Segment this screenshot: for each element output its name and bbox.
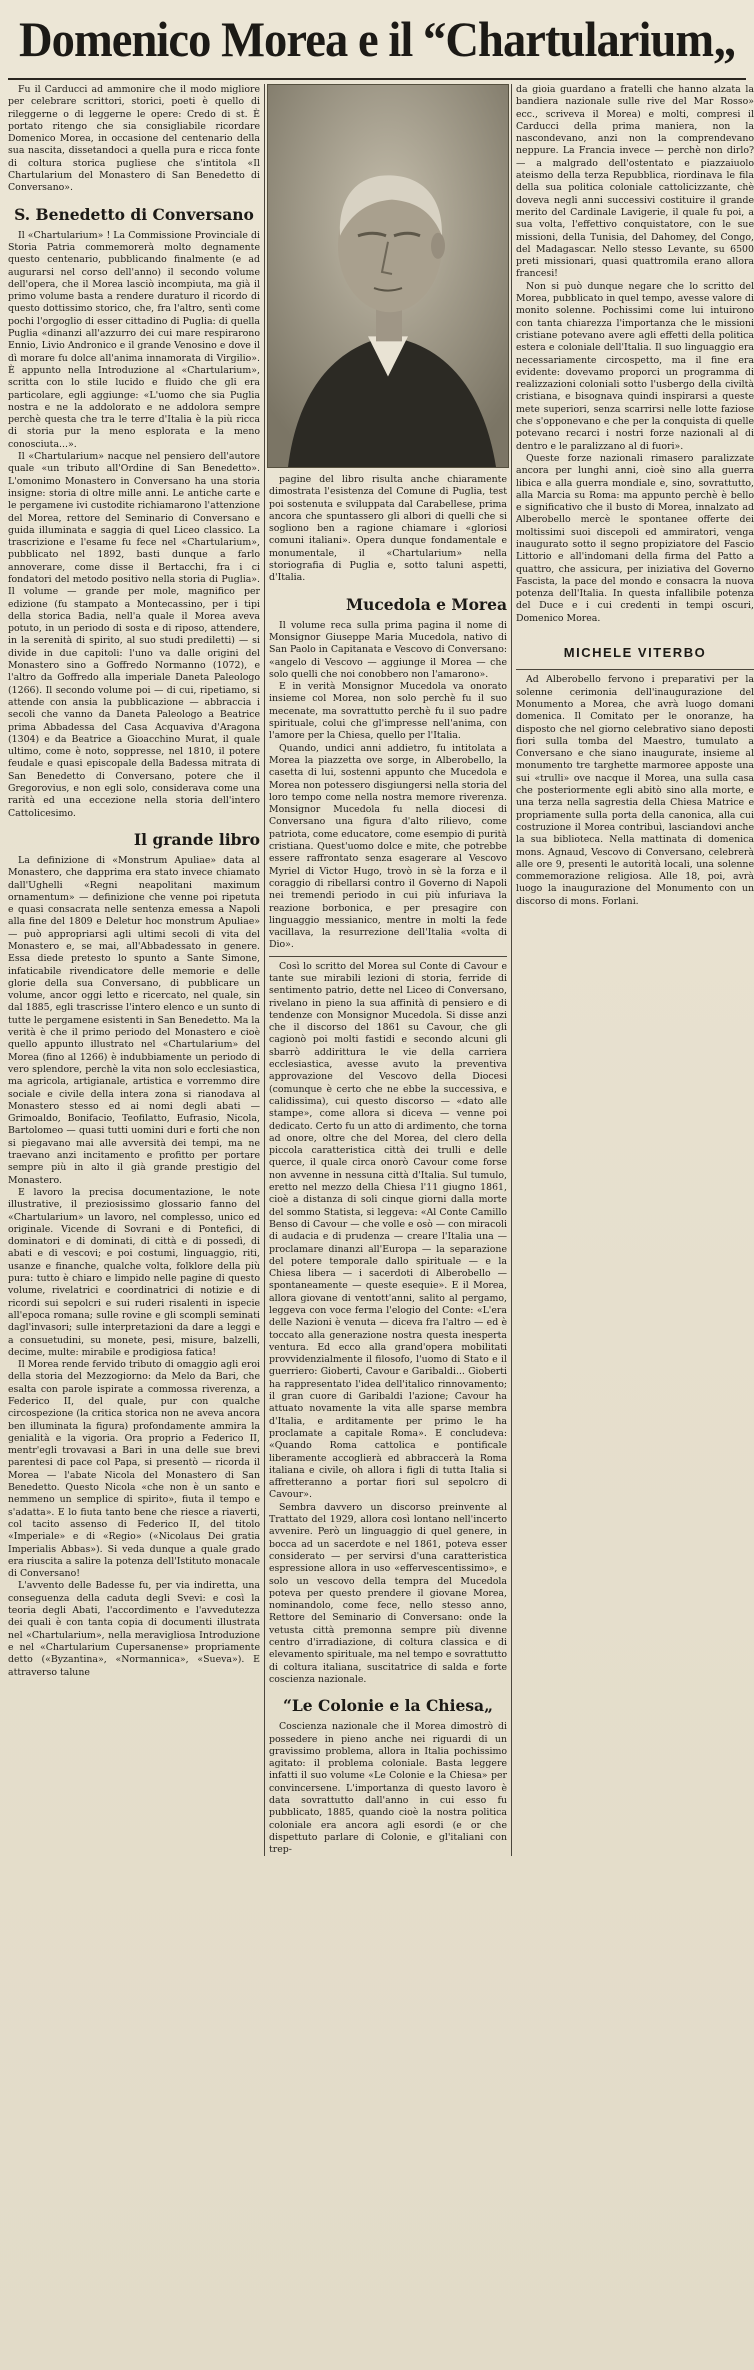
paragraph: Non si può dunque negare che lo scritto del Morea, pubblicato in quel tempo, avesse valore di monito solenne. Pochissimi come lui intuirono con tanta chiarezza l'importanza che le missioni cristiane potevano avere agli effetti della politica estera e coloniale dell'Italia. Il suo linguaggio era necessariamente circospetto, ma il fine era evidente: dovevamo proporci un programma di realizzazioni coloniali sotto l'usbergo della civiltà cristiana, e bisognava quindi inspirarsi a queste mete superiori, senza scarrirsi nelle lotte faziose che s'opponevano e che per la conquista di quelle potevano recarci i nostri forze nazionali al di dentro e le paralizzano al di fuori». — [516, 280, 754, 452]
paragraph: Queste forze nazionali rimasero paralizzate ancora per lunghi anni, cioè sino alla guerra libica e alla guerra mondiale e, sino, sovrattutto, alla Marcia su Roma: ma appunto perchè è bello e significativo che il busto di Morea, innalzato ad Alberobello mercè le spontanee offerte dei moltissimi suoi discepoli ed ammiratori, venga inaugurato sotto il segno propiziatore del Fascio Littorio e all'indomani della firma del Patto a quattro, che assicura, per iniziativa del Governo Fascista, la pace del mondo e consacra la nuova potenza dell'Italia. In questa infallibile potenza del Duce e i cui credenti in tempi oscuri, Domenico Morea. — [516, 452, 754, 624]
column-2 — [269, 84, 507, 1856]
article-title: Domenico Morea e il “Chartularium„ — [18, 11, 736, 67]
column-rule — [511, 84, 512, 1856]
divider — [516, 669, 754, 670]
paragraph: Sembra davvero un discorso preinvente al Trattato del 1929, allora così lontano nell'incerto avvenire. Però un linguaggio di quel genere, in bocca ad un sacerdote e nel 1861, poteva esser considerato — per servirsi d'una caratteristica espressione allora in uso «effervescentissimo», e solo un vescovo della tempra del Mucedola poteva per questo prendere il giovane Morea, nominandolo, come fece, nello stesso anno, Rettore del Seminario di Conversano: onde la vetusta città premonna sempre più divenne centro d'irradiazione, di coltura classica e di elevamento spirituale, ma nel tempo e sovrattutto di coltura italiana, suscitatrice di salda e forte coscienza nazionale. — [269, 1501, 507, 1685]
paragraph: Così lo scritto del Morea sul Conte di Cavour e tante sue mirabili lezioni di storia, ferride di sentimento patrio, dette nel Liceo di Conversano, rivelano in pieno la sua affinità di pensiero e di tendenze con Monsignor Mucedola. Si disse anzi che il discorso del 1861 su Cavour, che gli cagionò poi molti fastidi e secondo alcuni gli sbarrò addirittura le vie della carriera ecclesiastica, avesse avuto la preventiva approvazione del Vescovo della Diocesi (comunque è certo che ne ebbe la successiva, e calidissima), cui questo discorso — «dato alle stampe», come allora si diceva — venne poi dedicato. Certo fu un atto di ardimento, che torna ad onore, oltre che del Morea, del clero della piccola caratteristica città dei trulli e delle querce, il quale circa onorò Cavour come forse non avvenne in nessuna città d'Italia. Sul tumulo, eretto nel mezzo della Chiesa l'11 giugno 1861, cioè a distanza di soli cinque giorni dalla morte del sommo Statista, si leggeva: «Al Conte Camillo Benso di Cavour — che volle e osò — con miracoli di audacia e di prudenza — creare l'Italia una — proclamare dinanzi all'Europa — la separazione del potere temporale dallo spirituale — e la Chiesa libera — i sacerdoti di Alberobello — spontaneamente — queste esequie». E il Morea, allora giovane di ventott'anni, salito al pergamo, leggeva con voce ferma l'elogio del Conte: «L'era delle Nazioni è venuta — diceva fra l'altro — ed è toccato alla generazione nostra questa inesperta ventura. Ed ecco alla grand'opera mobilitati provvidenzialmente il filosofo, l'uomo di Stato e il guerriero: Gioberti, Cavour e Garibaldi... Gioberti ha rappresentato l'idea dell'italico rinnovamento; il gran cuore di Garibaldi l'azione; Cavour ha attuato novamente la vita alle sparse membra d'Italia, e arditamente per primo le ha proclamate a capitale Roma». E concludeva: «Quando Roma cattolica e pontificale liberamente accoglierà ed abbraccerà la Roma italiana e civile, oh allora i figli di tutta Italia si affretteranno a portar fiori sul sepolcro di Cavour». — [269, 960, 507, 1501]
paragraph: E lavoro la precisa documentazione, le note illustrative, il preziosissimo glossario fanno del «Chartularium» un lavoro, nel complesso, unico ed originale. Vicende di Sovrani e di Pontefici, di dominatori e di dominati, di città e di possedì, di abati e di vescovi; e poi costumi, linguaggio, riti, usanze e finanche, qualche volta, folklore della più pura: tutto è chiaro e limpido nelle pagine di questo volume, rivelatrici e coordinatrici di notizie e di ricordi sui sepolcri e sui ruderi risalenti in ispecie all'epoca romana; sulle rovine e gli scompli seminati dagl'invasori; sulle interpretazioni da dare a leggi e a consuetudini, su monete, pesi, misure, balzelli, decime, multe: mirabile e prodigiosa fatica! — [8, 1186, 260, 1358]
paragraph: Il volume reca sulla prima pagina il nome di Monsignor Giuseppe Maria Mucedola, nativo di San Paolo in Capitanata e Vescovo di Conversano: «angelo di Vescovo — aggiunge il Morea — che solo quelli che noi conobbero non l'amarono». — [269, 619, 507, 680]
section-heading-colonie: “Le Colonie e la Chiesa„ — [282, 1696, 493, 1716]
paragraph: pagine del libro risulta anche chiaramente dimostrata l'esistenza del Comune di Puglia, test poi sostenuta e sviluppata dal Carabellese, prima ancora che spuntassero gli albori di quelli che si sogliono ben a ragione chiamare i «gloriosi comuni italiani». Opera dunque fondamentale e monumentale, il «Chartularium» nella storiografia di Puglia e, sotto taluni aspetti, d'Italia. — [269, 474, 507, 584]
column-3 — [516, 84, 754, 1856]
paragraph: Il Morea rende fervido tributo di omaggio agli eroi della storia del Mezzogiorno: da Melo da Bari, che esalta con parole ispirate a commossa riverenza, a Federico II, del quale, pur con qualche circospezione (la critica storica non ne aveva ancora ben illuminata la figura) profondamente ammira la genialità e la vigoria. Ora proprio a Federico II, mentr'egli trovavasi a Bari in una delle sue brevi parentesi di pace col Papa, si presentò — ricorda il Morea — l'abate Nicola del Monastero di San Benedetto. Questo Nicola «che non è un santo e nemmeno un semplice di spirito», fiuta il tempo e s'adatta». E lo fiuta tanto bene che riesce a riaverti, col tacito assenso di Federico II, del titolo «Imperiale» e di «Regio» («Nicolaus Dei gratia Imperialis Abbas»). Si veda dunque a quale grado era riuscita a salire la potenza dell'Istituto monacale di Conversano! — [8, 1359, 260, 1580]
paragraph: L'avvento delle Badesse fu, per via indiretta, una conseguenza della caduta degli Svevi: e così la teoria degli Abati, l'accordimento e l'avvedutezza dei quali è con tanta copia di documenti illustrata nel «Chartularium», nella meravigliosa Introduzione e nel «Chartularium Cupersanense» propriamente detto («Byzantina», «Normannica», «Sueva»). E attraverso talune — [8, 1580, 260, 1678]
divider — [269, 956, 507, 957]
paragraph: Il «Chartularium» ! La Commissione Provinciale di Storia Patria commemorerà molto degnamente questo centenario, pubblicando finalmente (e ad augurarsi nel corso dell'anno) il secondo volume dell'opera, che il Morea lasciò incompiuta, ma già il primo volume basta a rendere duraturo il ricordo di questo dottissimo storico, che, fra l'altro, sentì come pochi l'orgoglio di esser cittadino di Puglia: di quella Puglia «dinanzi all'azzurro dei cui mare respirarono Ennio, Livio Andronico e il grande Venosino e dove il dì morare fu dolce all'anima innamorata di Virgilio». È appunto nella Introduzione al «Chartularium», scritta con lo stile lucido e fluido che gli era particolare, egli aggiunge: «L'uomo che sia Puglia nostra e ne la addolorato e ne addolora sempre perchè questa che tra le terre d'Italia è la più ricca di storia pur la meno esplorata e la meno conosciuta...». — [8, 229, 260, 450]
article-body — [8, 84, 754, 1856]
paragraph: da gioia guardano a fratelli che hanno alzata la bandiera nazionale sulle rive del Mar Rosso» ecc., scriveva il Morea) e molti, compresi il Carducci della prima maniera, non la nascondevano, anzi non la comprendevano neppure. La Francia invece — perchè non dirlo? — a malgrado dell'ostentato e piazzaiuolo ateismo della terza Repubblica, riordinava le fila della sua politica coloniale cattolicizzante, chè doveva negli anni successivi costituire il grande merito del Cardinale Lavigerie, il quale fu poi, a sua volta, l'effettivo conquistatore, con le sue missioni, della Tunisia, del Dahomey, del Congo, del Madagascar. Nello stesso Levante, su 6500 preti missionari, quasi quattromila erano allora francesi! — [516, 84, 754, 280]
section-heading-mucedola: Mucedola e Morea — [345, 594, 507, 614]
author-byline: MICHELE VITERBO — [563, 645, 707, 661]
caption-text — [269, 474, 507, 585]
paragraph: Il «Chartularium» nacque nel pensiero dell'autore quale «un tributo all'Ordine di San Benedetto». L'omonimo Monastero in Conversano ha una storia insigne: storia di oltre mille anni. Le antiche carte e le pergamene ivi custodite richiamarono l'attenzione del Morea, rettore del Seminario di Conversano e guida illuminata e saggia di quel Liceo classico. La trascrizione e l'esame fu fece nel «Chartularium», pubblicato nel 1892, basti dunque a farlo annoverare, come disse il Bertacchi, fra i ci fondatori del metodo positivo nella storia di Puglia». Il volume — grande per mole, magnifico per edizione (fu stampato a Montecassino, per i tipi della storica Badia, nell'a quale il Morea aveva potuto, in un periodo di sosta e di riposo, attendere, in la serenità di spirito, al suo studi prediletti) — si divide in due capitoli: l'uno va dalle origini del Monastero sino a Goffredo Normanno (1072), e l'altro da Goffredo alla imperiale Daneta Paleologo (1266). Il secondo volume poi — di cui, ripetiamo, si attende con ansia la pubblicazione — abbraccia i secoli che vanno da Daneta Paleologo a Beatrice prima Abbadessa del Casa Acquaviva d'Aragona (1304) e da Beatrice a Gioacchino Murat, il quale ultimo, come è noto, soppresse, nel 1810, il potere feudale e quasi episcopale della Badessa mitrata di San Benedetto di Conversano, potere che il Gregorovius, e non egli solo, considerava come una rarità ed una eccezione nella storia dell'intero Cattolicesimo. — [8, 451, 260, 819]
paragraph: La definizione di «Monstrum Apuliae» data al Monastero, che dapprima era stato invece chiamato dall'Ughelli «Regni neapolitani maximum ornamentum» — definizione che venne poi ripetuta e quasi consacrata nelle sentenza emessa a Napoli alla fine del 1809 e Deletur hoc monstrum Apuliae» — può appropriarsi agli ultimi secoli di vita del Monastero e, se mai, all'Abbadessato in genere. Essa diede pretesto lo spunto a Sante Simone, infaticabile rivendicatore delle memorie e delle glorie della sua Conversano, di pubblicare un volume, ancor oggi letto e ricercato, nel quale, sin dal 1885, egli trascrisse l'intero elenco e un sunto di tutte le pergamene esistenti in San Benedetto. Ma la verità è che il primo periodo del Monastero e cioè quello appunto illustrato nel «Chartularium» del Morea (fino al 1266) è indubbiamente un periodo di vero splendore, perchè la vita non solo ecclesiastica, ma agricola, artigianale, artistica e vorremmo dire sociale e civile della intera zona si rianodava al Monastero stesso ed ai nomi degli abati — Grimoaldo, Bonifacio, Teofilatto, Eufrasio, Nicola, Bartolomeo — quasi tutti uomini duri e forti che non si piegavano mai alle avversità dei tempi, ma ne traevano anzi incitamento e profitto per portare sempre più in alto il già grande prestigio del Monastero. — [8, 854, 260, 1186]
paragraph: E in verità Monsignor Mucedola va onorato insieme col Morea, non solo perchè fu il suo mecenate, ma sovrattutto perchè fu il suo padre spirituale, colui che gl'impresse nell'anima, con l'amore per la Chiesa, quello per l'Italia. — [269, 681, 507, 742]
article-header — [8, 0, 746, 80]
section-heading-benedetto: S. Benedetto di Conversano — [14, 204, 254, 224]
paragraph: Quando, undici anni addietro, fu intitolata a Morea la piazzetta ove sorge, in Alberobello, la casetta di lui, sostenni appunto che Mucedola e Morea non potessero disgiungersi nella storia del loro tempo come nella nostra memore riverenza. Monsignor Mucedola fu nella diocesi di Conversano una figura d'alto rilievo, come patriota, come educatore, come esempio di purità cristiana. Quest'uomo dolce e mite, che potrebbe essere raffrontato senza esagerare al Vescovo Myriel di Victor Hugo, trovò in sè la forza e il coraggio di ribellarsi contro il Governo di Napoli nei tremendi periodo in cui più infuriava la reazione borbonica, e per presagire con linguaggio messianico, mentre in molti la fede vacillava, la resurrezione dell'Italia «volta di Dio». — [269, 742, 507, 951]
column-1 — [8, 84, 260, 1856]
section-heading-libro: Il grande libro — [133, 829, 260, 849]
paragraph: Fu il Carducci ad ammonire che il modo migliore per celebrare scrittori, storici, poeti è quello di rileggerne o di leggerne le opere: Credo di st. È portato ritengo che sia consigliabile ricordare Domenico Morea, in occasione del centenario della sua nascita, dissetandoci a quella pura e ricca fonte di coltura storica pugliese che s'intitola «Il Chartularium del Monastero di San Benedetto di Conversano». — [8, 84, 260, 194]
portrait-photo — [267, 84, 509, 468]
paragraph: Coscienza nazionale che il Morea dimostrò di possedere in pieno anche nei riguardi di un gravissimo problema, allora in Italia pochissimo agitato: il problema coloniale. Basta leggere infatti il suo volume «Le Colonie e la Chiesa» per convincersene. L'importanza di questo lavoro è data sovrattutto dall'anno in cui esso fu pubblicato, 1885, quando cioè la nostra politica coloniale era ancora agli esordi (e or che dispettuto parlare di Colonie, e gl'italiani con trep- — [269, 1721, 507, 1856]
column-rule — [264, 84, 265, 1856]
portrait-illustration — [268, 85, 508, 467]
paragraph: Ad Alberobello fervono i preparativi per la solenne cerimonia dell'inaugurazione del Monumento a Morea, che avrà luogo domani domenica. Il Comitato per le onoranze, ha disposto che nel giorno celebrativo siano deposti fiori sulla tomba del Maestro, tumulato a Conversano e che siano inaugurate, insieme al monumento tre targhette marmoree apposte una sui «trulli» ove nacque il Morea, una sulla casa che posteriormente egli abitò sino alla morte, e una terza nella sagrestia della Chiesa Matrice e propriamente sulla porta della canonica, alla cui costruzione il Morea contribuì, lasciandovi anche la sua biblioteca. Nella mattinata di domenica mons. Agnaud, Vescovo di Conversano, celebrerà alle ore 9, presenti le autorità locali, una solenne commemorazione religiosa. Alle 18, poi, avrà luogo la inaugurazione del Monumento con un discorso di mons. Forlani. — [516, 674, 754, 907]
